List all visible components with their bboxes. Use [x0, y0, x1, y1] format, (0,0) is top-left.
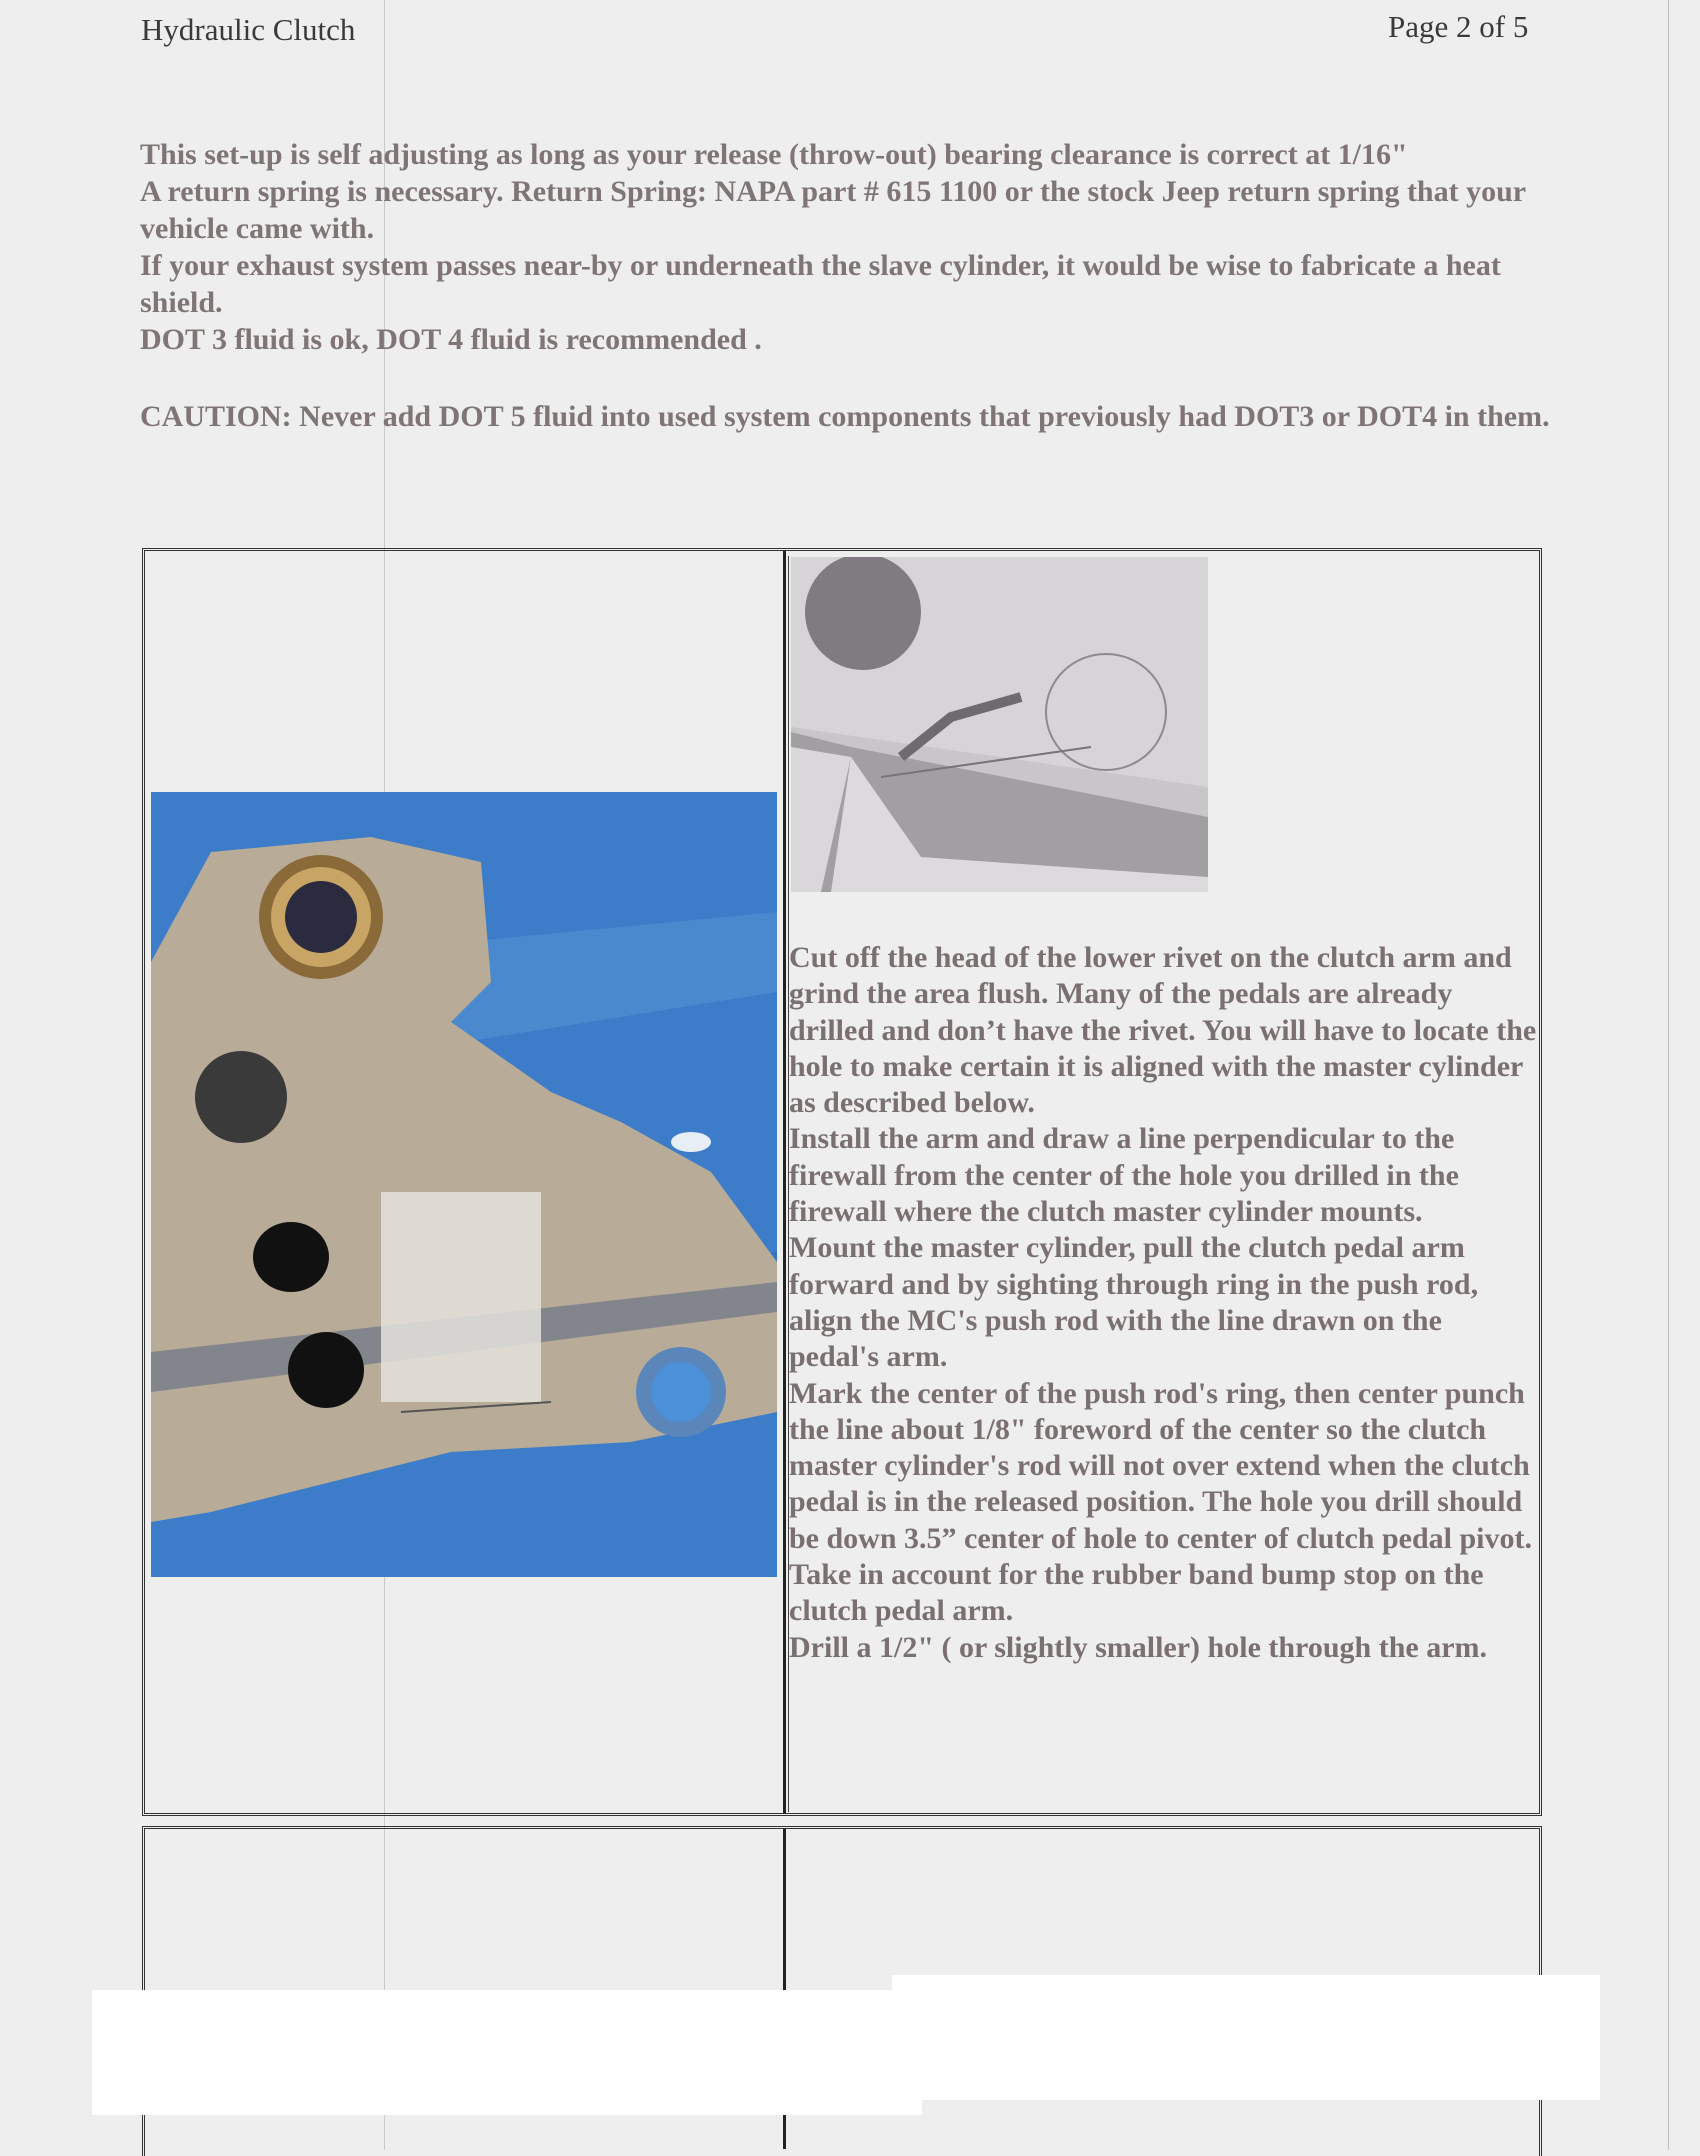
instruction-step: Take in account for the rubber band bump stop on the clutch pedal arm. [789, 1558, 1484, 1628]
redaction-patch [92, 1990, 922, 2115]
table-cell-divider [783, 551, 786, 1814]
note-self-adjusting: This set-up is self adjusting as long as your release (throw-out) bearing clearance is correct at 1/16" [140, 138, 1408, 171]
redaction-patch [892, 1975, 1600, 2100]
pedal-arm-sketch [791, 557, 1208, 892]
note-heat-shield: If your exhaust system passes near-by or underneath the slave cylinder, it would be wise to fabricate a heat shield. [140, 249, 1501, 319]
instruction-step: Mark the center of the push rod's ring, then center punch the line about 1/8" foreword of the center so the clutch master cylinder's rod will not over extend when the clutch pedal is in the released position. The hole you drill should be down 3.5” center of hole to center of clutch pedal pivot. [789, 1376, 1532, 1555]
scan-artifact-line [1668, 0, 1669, 2150]
note-fluid-type: DOT 3 fluid is ok, DOT 4 fluid is recommended . [140, 323, 762, 356]
instruction-step: Mount the master cylinder, pull the clutch pedal arm forward and by sighting through ring in the push rod, align the MC's push rod with the line drawn on the pedal's arm. [789, 1231, 1479, 1374]
instruction-step: Cut off the head of the lower rivet on the clutch arm and grind the area flush. Many of the pedals are already drilled and don’t have the rivet. You will have to locate the hole to make certain it is aligned with the master cylinder as described below. [789, 941, 1537, 1120]
installation-instructions [789, 940, 1539, 1666]
clutch-arm-photo [151, 792, 777, 1577]
caution-note: CAUTION: Never add DOT 5 fluid into used system components that previously had DOT3 or DOT4 in them. [140, 400, 1550, 433]
setup-notes [140, 136, 1560, 435]
page-number: Page 2 of 5 [1388, 9, 1529, 44]
note-return-spring: A return spring is necessary. Return Spring: NAPA part # 615 1100 or the stock Jeep return spring that your vehicle came with. [140, 175, 1526, 245]
instruction-step: Install the arm and draw a line perpendicular to the firewall from the center of the hole you drilled in the firewall where the clutch master cylinder mounts. [789, 1122, 1459, 1229]
instruction-step: Drill a 1/2" ( or slightly smaller) hole through the arm. [789, 1630, 1487, 1664]
document-title: Hydraulic Clutch [141, 12, 356, 47]
